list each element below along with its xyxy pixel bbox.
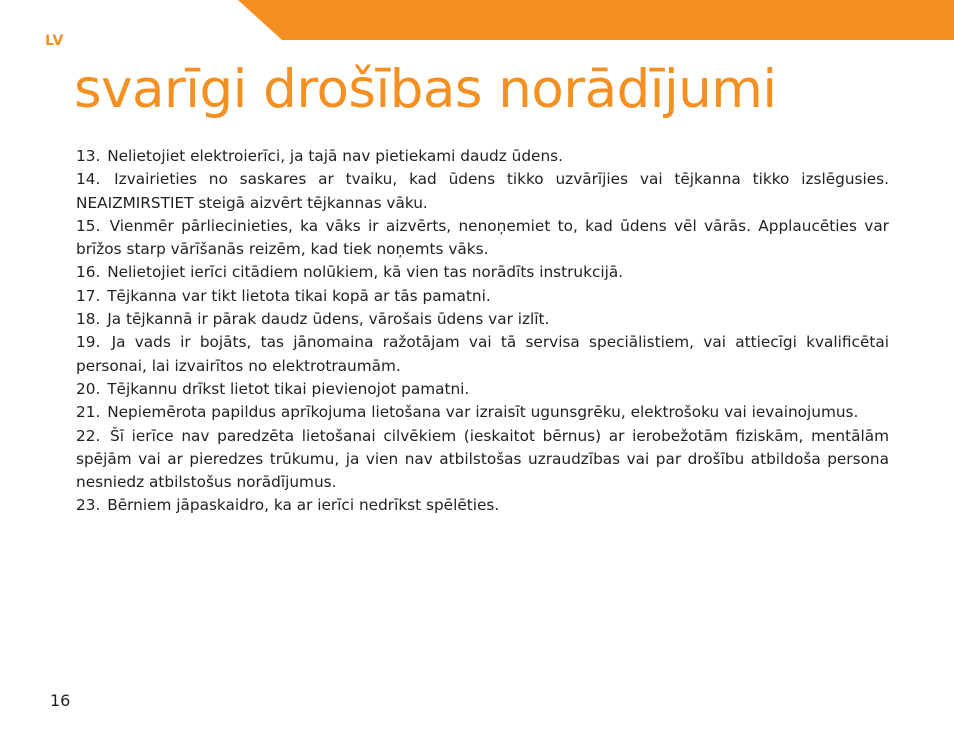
list-item	[76, 308, 889, 331]
list-item	[76, 494, 889, 517]
item-number: 13.	[76, 147, 101, 165]
item-text: Šī ierīce nav paredzēta lietošanai cilvēkiem (ieskaitot bērnus) ar ierobežotām fiziskām, mentālām spējām vai ar pieredzes trūkumu, ja vien nav atbilstošas uzraudzības vai par drošību atbildoša persona nesniedz atbilstošus norādījumus.	[76, 426, 889, 492]
item-text: Nelietojiet elektroierīci, ja tajā nav pietiekami daudz ūdens.	[107, 147, 563, 165]
safety-instructions-list	[76, 145, 889, 518]
page-number: 16	[50, 691, 71, 710]
item-number: 20.	[76, 379, 101, 398]
list-item	[76, 168, 889, 215]
language-code: LV	[45, 33, 64, 49]
page-title: svarīgi drošības norādījumi	[74, 59, 777, 120]
item-text: Vienmēr pārliecinieties, ka vāks ir aizvērts, nenoņemiet to, kad ūdens vēl vārās. Applaucēties var brīžos starp vārīšanās reizēm, kad tiek noņemts vāks.	[76, 216, 889, 259]
list-item	[76, 215, 889, 262]
list-item	[76, 331, 889, 378]
item-text: Nelietojiet ierīci citādiem nolūkiem, kā vien tas norādīts instrukcijā.	[107, 263, 624, 282]
item-text: Nepiemērota papildus aprīkojuma lietošana var izraisīt ugunsgrēku, elektrošoku vai ievainojumus.	[107, 403, 859, 422]
header-accent-band	[238, 0, 954, 40]
item-number: 14.	[76, 170, 101, 189]
item-number: 17.	[76, 286, 101, 305]
item-text: Tējkannu drīkst lietot tikai pievienojot pamatni.	[107, 379, 470, 398]
item-number: 16.	[76, 263, 101, 282]
item-number: 19.	[76, 333, 101, 352]
item-text: Izvairieties no saskares ar tvaiku, kad ūdens tikko uzvārījies vai tējkanna tikko izslēgusies. NEAIZMIRSTIET steigā aizvērt tējkannas vāku.	[76, 170, 889, 212]
item-text: Bērniem jāpaskaidro, ka ar ierīci nedrīkst spēlēties.	[107, 496, 500, 515]
item-number: 18.	[76, 310, 101, 329]
list-item	[76, 261, 889, 284]
list-item	[76, 378, 889, 401]
list-item	[76, 425, 889, 495]
list-item	[76, 285, 889, 308]
list-item	[76, 145, 889, 168]
item-number: 21.	[76, 403, 101, 422]
item-number: 15.	[76, 216, 101, 235]
item-text: Tējkanna var tikt lietota tikai kopā ar tās pamatni.	[107, 286, 491, 305]
item-text: Ja vads ir bojāts, tas jānomaina ražotājam vai tā servisa speciālistiem, vai attiecīgi kvalificētai personai, lai izvairītos no elektrotraumām.	[76, 333, 889, 375]
item-number: 22.	[76, 426, 101, 445]
item-text: Ja tējkannā ir pārak daudz ūdens, vārošais ūdens var izlīt.	[107, 310, 550, 329]
list-item	[76, 401, 889, 424]
item-number: 23.	[76, 496, 101, 515]
